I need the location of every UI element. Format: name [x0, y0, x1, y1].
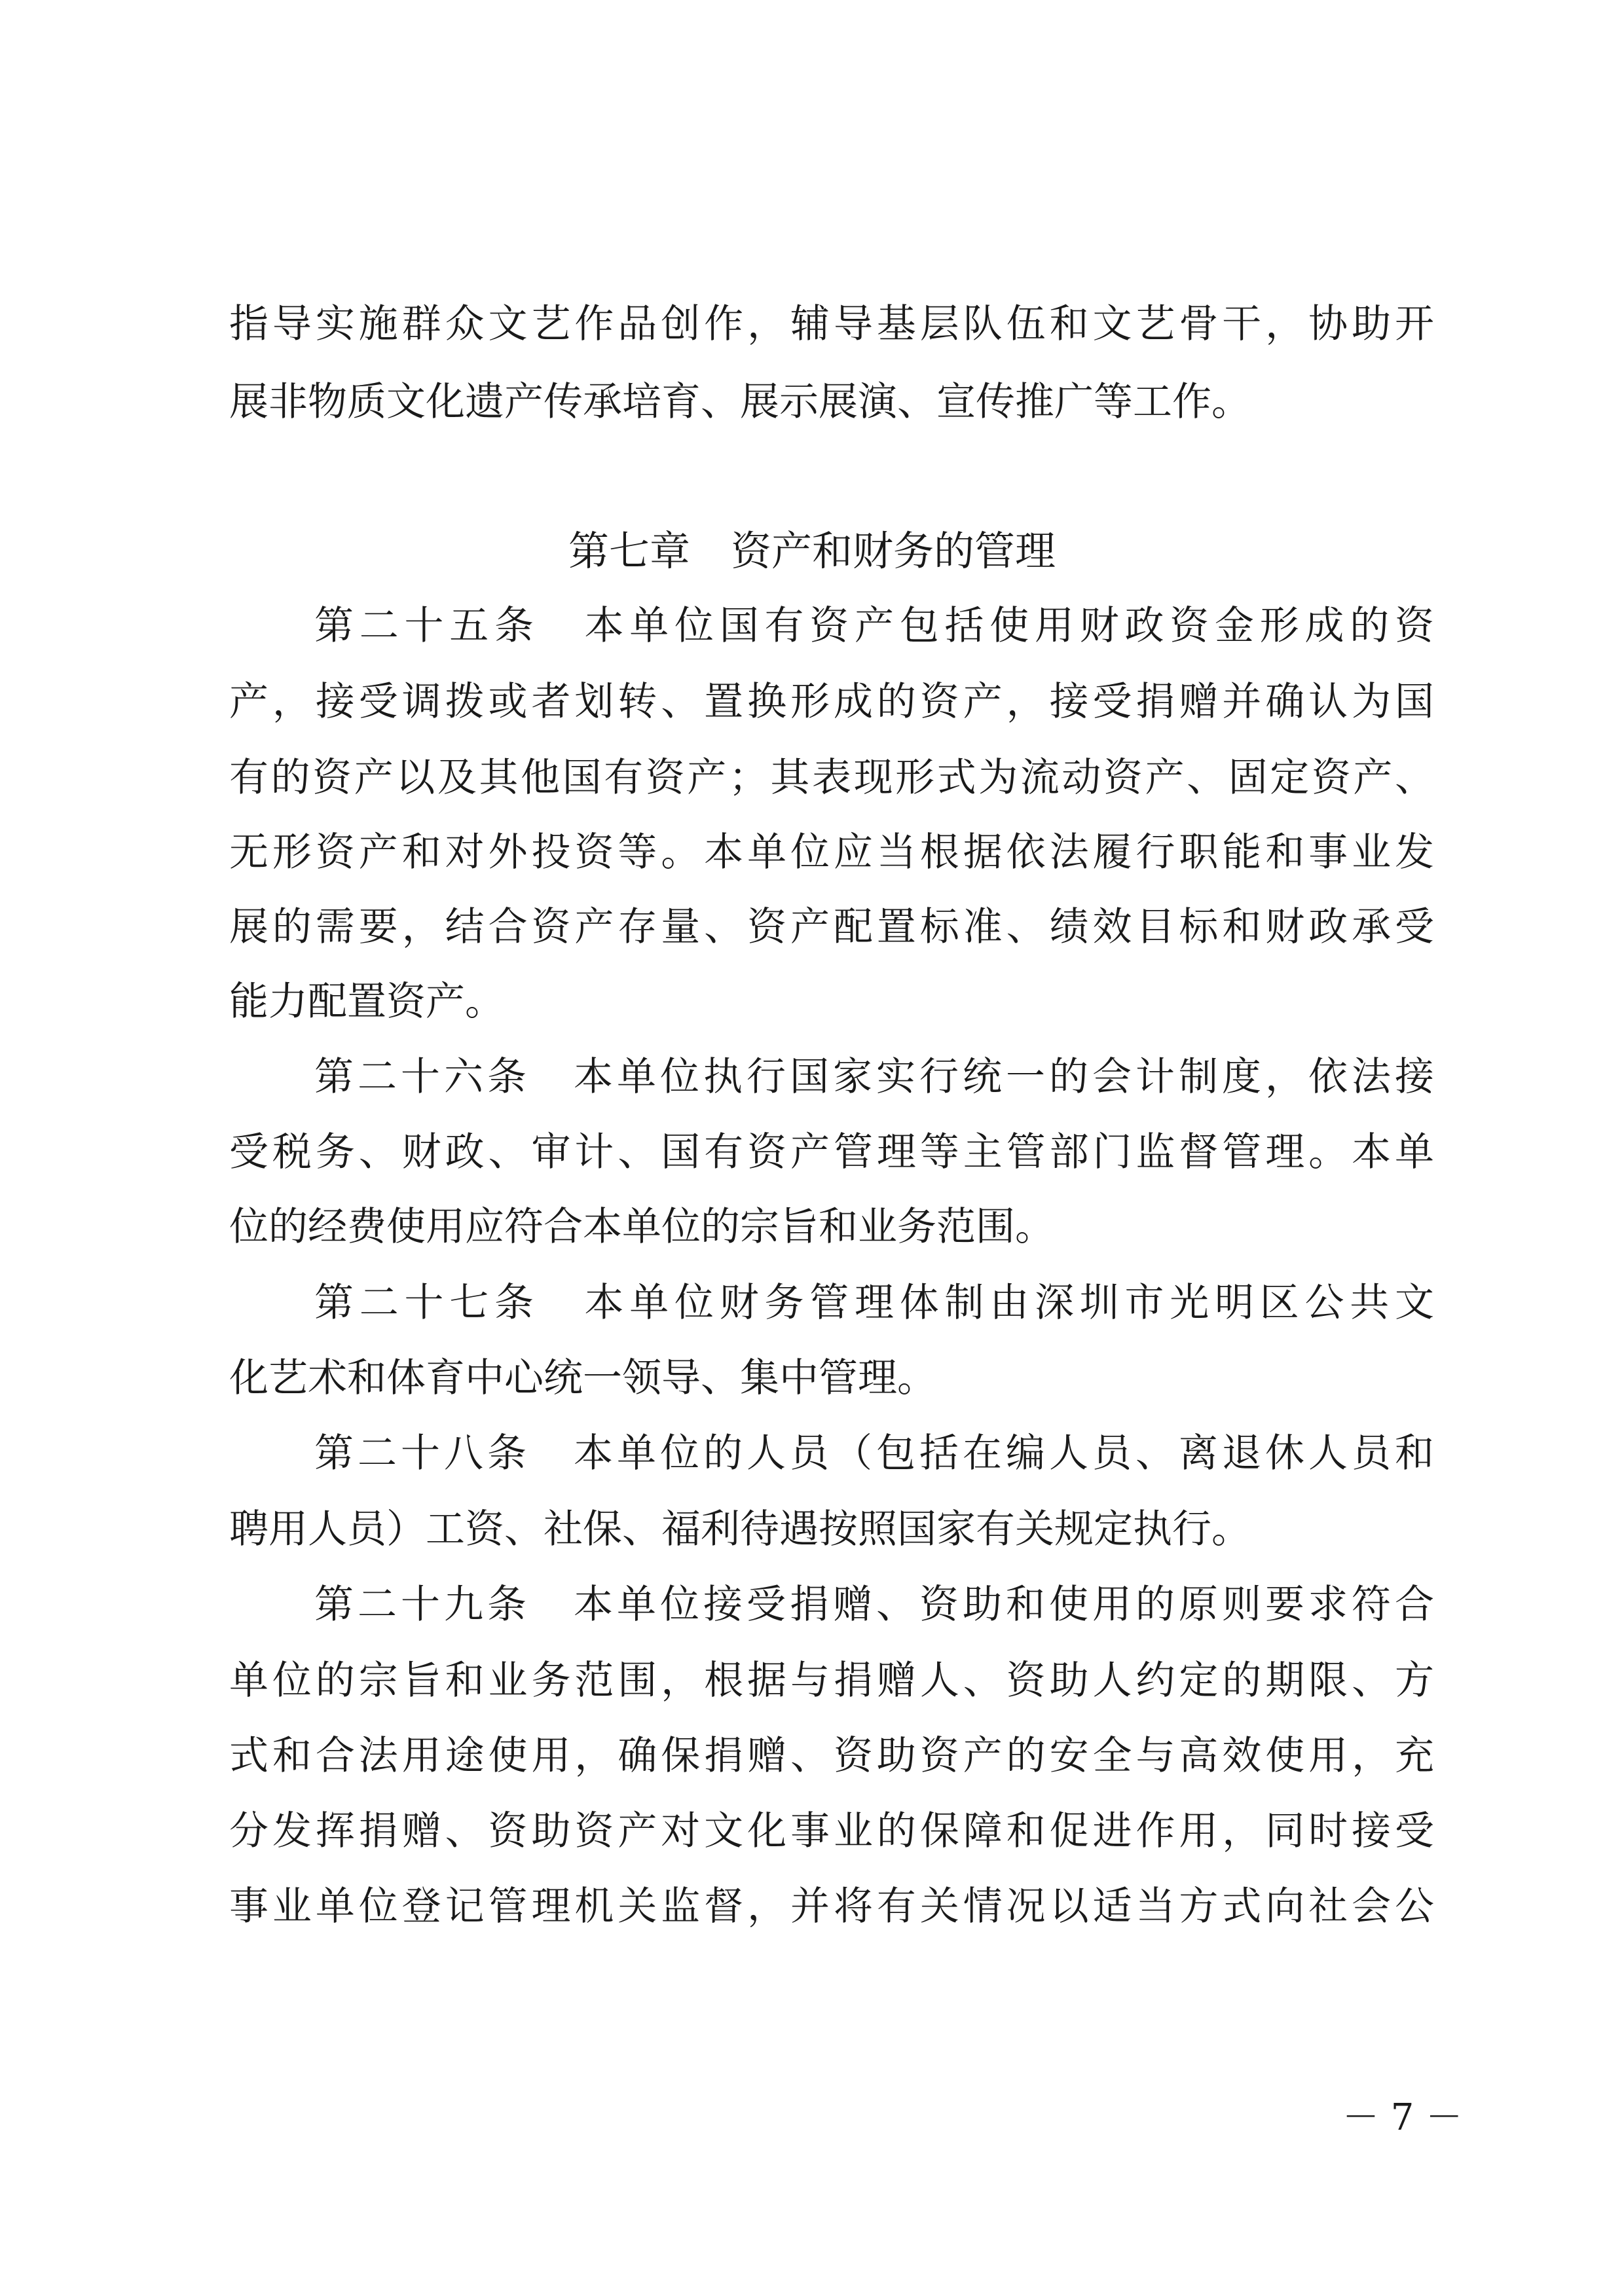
- article-26-line: 第二十六条 本单位执行国家实行统一的会计制度，依法接: [314, 1054, 1434, 1100]
- body-line: 单位的宗旨和业务范围，根据与捐赠人、资助人约定的期限、方: [229, 1658, 1434, 1704]
- body-line: 化艺术和体育中心统一领导、集中管理。: [229, 1355, 936, 1401]
- page-number: － 7 －: [1342, 2096, 1463, 2139]
- body-line: 展的需要，结合资产存量、资产配置标准、绩效目标和财政承受: [229, 904, 1434, 950]
- body-line: 位的经费使用应符合本单位的宗旨和业务范围。: [229, 1204, 1054, 1250]
- chapter-heading: 第七章 资产和财务的管理: [568, 527, 1056, 575]
- article-27-line: 第二十七条 本单位财务管理体制由深圳市光明区公共文: [314, 1280, 1434, 1326]
- body-line: 式和合法用途使用，确保捐赠、资助资产的安全与高效使用，充: [229, 1733, 1434, 1779]
- body-line: 分发挥捐赠、资助资产对文化事业的保障和促进作用，同时接受: [229, 1808, 1434, 1854]
- article-28-line: 第二十八条 本单位的人员（包括在编人员、离退休人员和: [314, 1430, 1434, 1476]
- body-line: 无形资产和对外投资等。本单位应当根据依法履行职能和事业发: [229, 829, 1434, 875]
- body-line: 展非物质文化遗产传承培育、展示展演、宣传推广等工作。: [229, 379, 1251, 425]
- article-29-line: 第二十九条 本单位接受捐赠、资助和使用的原则要求符合: [314, 1582, 1434, 1628]
- body-line: 能力配置资产。: [229, 979, 504, 1025]
- body-line: 聘用人员）工资、社保、福利待遇按照国家有关规定执行。: [229, 1506, 1251, 1552]
- body-line: 产，接受调拨或者划转、置换形成的资产，接受捐赠并确认为国: [229, 679, 1434, 725]
- body-line: 指导实施群众文艺作品创作，辅导基层队伍和文艺骨干，协助开: [229, 301, 1434, 347]
- article-25-line: 第二十五条 本单位国有资产包括使用财政资金形成的资: [314, 603, 1434, 649]
- body-line: 事业单位登记管理机关监督，并将有关情况以适当方式向社会公: [229, 1884, 1434, 1929]
- body-line: 有的资产以及其他国有资产；其表现形式为流动资产、固定资产、: [229, 755, 1434, 801]
- body-line: 受税务、财政、审计、国有资产管理等主管部门监督管理。本单: [229, 1129, 1434, 1175]
